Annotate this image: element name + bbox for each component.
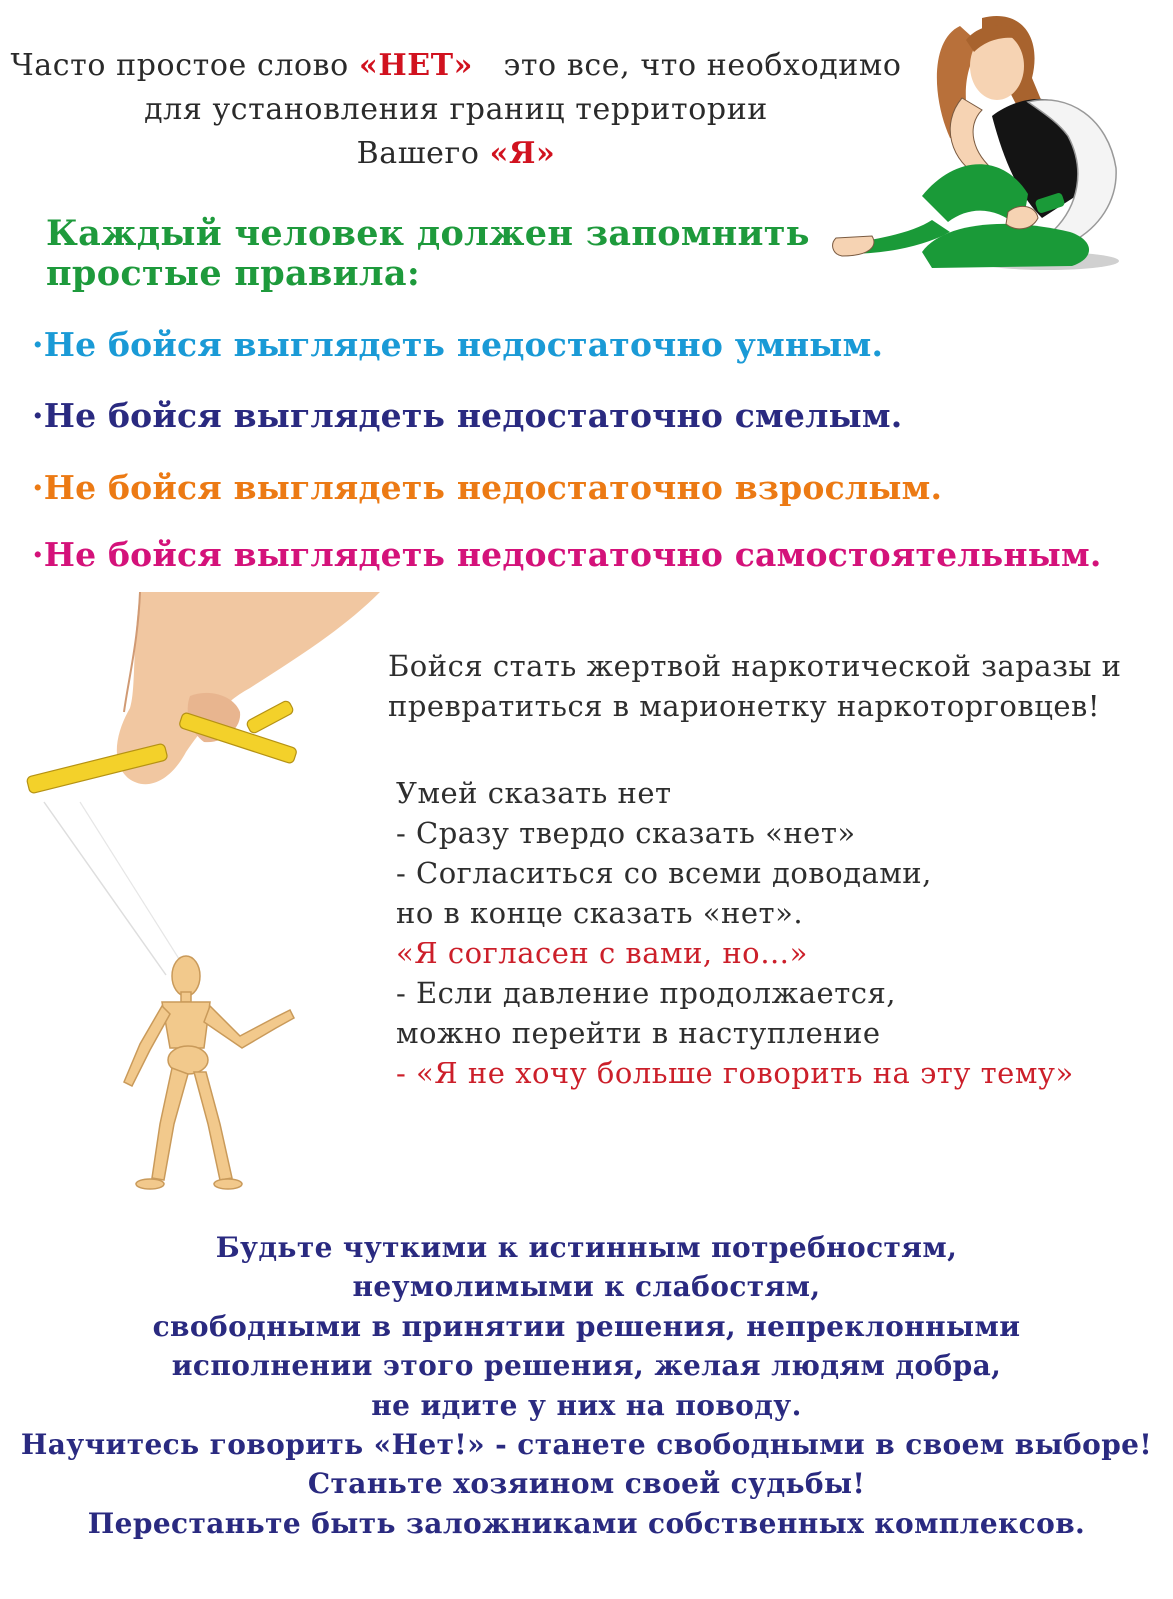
advice-line-say-no: - Сразу твердо сказать «нет» (396, 816, 856, 850)
closing-message (0, 1228, 1173, 1543)
closing-line-8: Перестаньте быть заложниками собственных комплексов. (87, 1506, 1086, 1540)
rule-item-adult: ·Не бойся выглядеть недостаточно взрослым. (32, 468, 943, 507)
advice-block (396, 773, 1074, 1093)
intro-line-3 (0, 132, 912, 176)
advice-line-say-no-end: но в конце сказать «нет». (396, 896, 804, 930)
closing-line-2: неумолимыми к слабостям, (352, 1270, 821, 1304)
rules-heading (46, 214, 810, 294)
intro-line-3-start: Вашего (356, 136, 490, 171)
warning-line-2: превратиться в марионетку наркоторговцев! (388, 689, 1100, 723)
rule-item-smart: ·Не бойся выглядеть недостаточно умным. (32, 325, 884, 364)
rules-heading-line-1: Каждый человек должен запомнить (46, 213, 810, 254)
warning-line-1: Бойся стать жертвой наркотической заразы и (388, 649, 1122, 683)
advice-title: Умей сказать нет (396, 776, 672, 810)
closing-line-4: исполнении этого решения, желая людям добра, (171, 1349, 1002, 1383)
warning-text (388, 646, 1122, 726)
intro-line-1-end: это все, что необходимо (473, 48, 902, 83)
closing-line-3: свободными в принятии решения, непреклонными (152, 1309, 1021, 1343)
advice-quote-stop: - «Я не хочу больше говорить на эту тему» (396, 1056, 1074, 1090)
advice-line-pressure: - Если давление продолжается, (396, 976, 897, 1010)
intro-line-1-start: Часто простое слово (10, 48, 359, 83)
intro-ya-highlight: «Я» (489, 136, 556, 171)
hand-with-sticks-icon (20, 592, 380, 818)
rule-item-independent: ·Не бойся выглядеть недостаточно самостоятельным. (32, 535, 1102, 574)
intro-line-2: для установления границ территории (144, 92, 768, 127)
intro-text (0, 44, 912, 176)
intro-net-highlight: «НЕТ» (358, 48, 474, 83)
closing-line-6: Научитесь говорить «Нет!» - станете свободными в своем выборе! (20, 1428, 1153, 1462)
closing-line-5: не идите у них на поводу. (371, 1388, 802, 1422)
woman-illustration-icon (832, 6, 1124, 274)
wooden-puppet-icon (104, 952, 304, 1192)
advice-quote-agree: «Я согласен с вами, но…» (396, 936, 808, 970)
rule-item-brave: ·Не бойся выглядеть недостаточно смелым. (32, 396, 903, 435)
intro-line-1 (0, 44, 912, 88)
advice-line-agree: - Согласиться со всеми доводами, (396, 856, 932, 890)
closing-line-7: Станьте хозяином своей судьбы! (307, 1467, 866, 1501)
advice-line-offense: можно перейти в наступление (396, 1016, 881, 1050)
rules-heading-line-2: простые правила: (46, 253, 421, 294)
closing-line-1: Будьте чуткими к истинным потребностям, (215, 1231, 958, 1264)
